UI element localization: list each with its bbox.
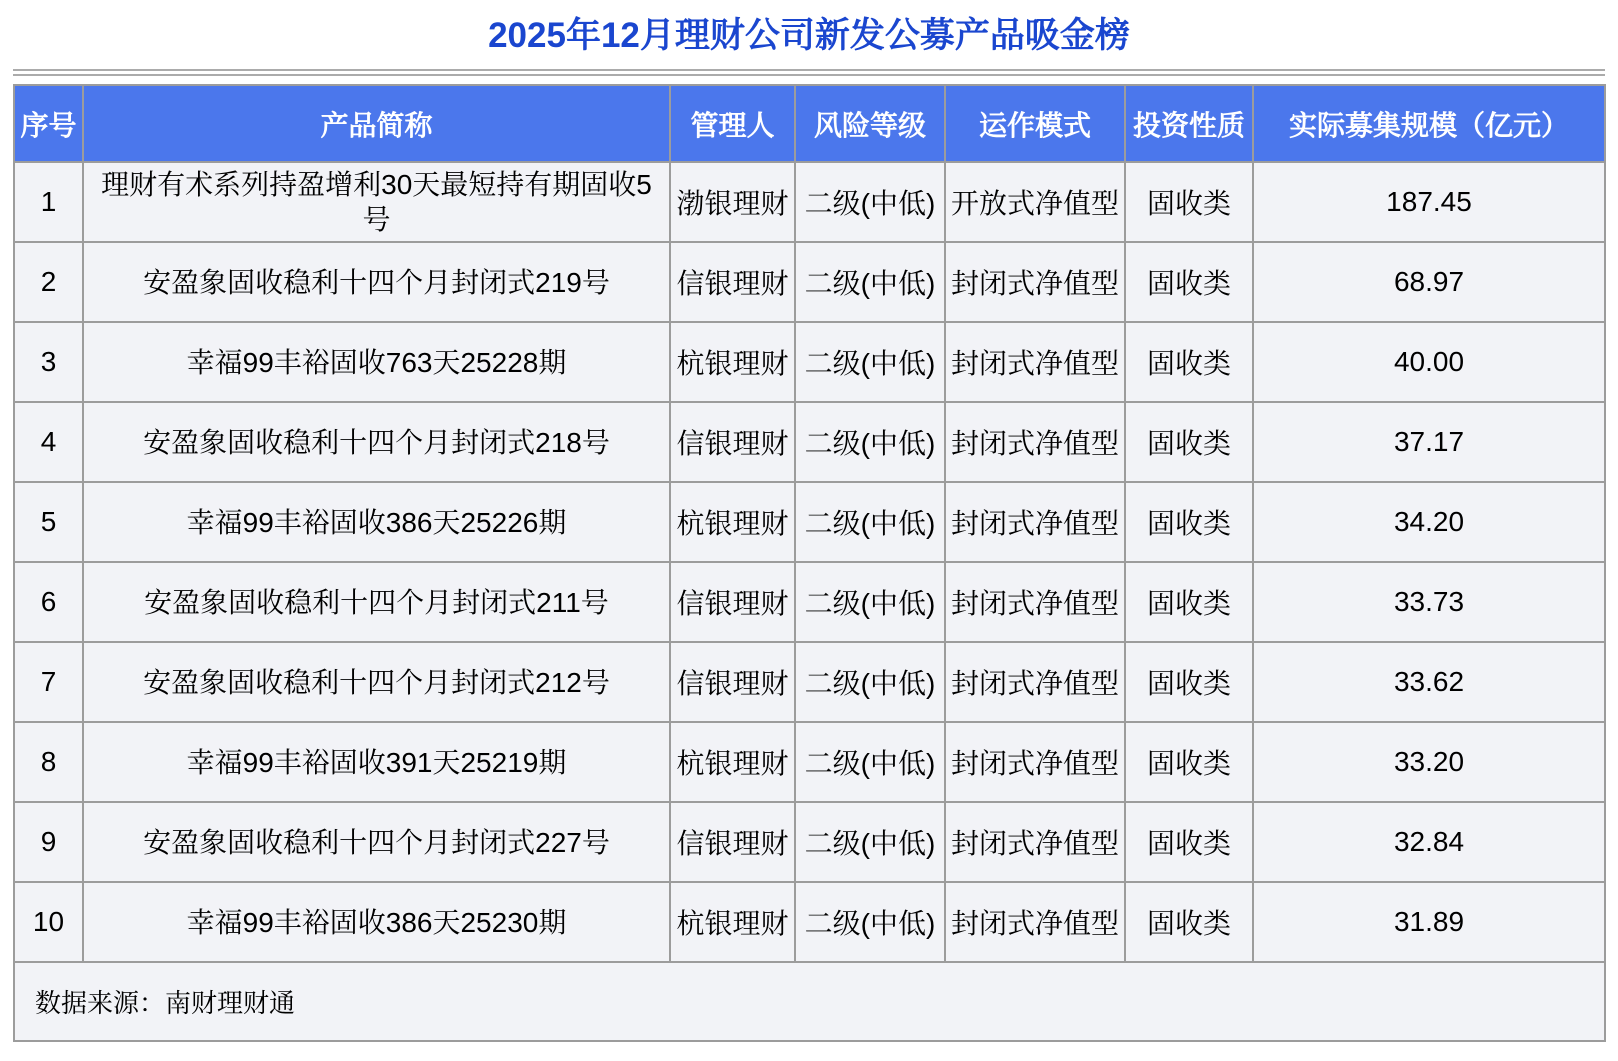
data-source-note: 数据来源：南财理财通 <box>14 962 1605 1041</box>
product-cell: 安盈象固收稳利十四个月封闭式227号 <box>83 802 670 882</box>
mode-cell: 封闭式净值型 <box>945 482 1125 562</box>
product-cell: 幸福99丰裕固收386天25226期 <box>83 482 670 562</box>
manager-cell: 杭银理财 <box>670 722 795 802</box>
table-row <box>14 402 1605 482</box>
product-cell: 理财有术系列持盈增利30天最短持有期固收5号 <box>83 162 670 242</box>
page-title: 2025年12月理财公司新发公募产品吸金榜 <box>488 16 1130 55</box>
rank-cell: 3 <box>14 322 83 402</box>
mode-cell: 封闭式净值型 <box>945 642 1125 722</box>
nature-cell: 固收类 <box>1125 562 1253 642</box>
table-row <box>14 482 1605 562</box>
manager-cell: 信银理财 <box>670 402 795 482</box>
nature-cell: 固收类 <box>1125 402 1253 482</box>
mode-cell: 封闭式净值型 <box>945 562 1125 642</box>
rank-cell: 1 <box>14 162 83 242</box>
title-divider <box>13 69 1605 76</box>
column-header-manager: 管理人 <box>670 85 795 162</box>
rank-cell: 7 <box>14 642 83 722</box>
scale-cell: 34.20 <box>1253 482 1605 562</box>
mode-cell: 封闭式净值型 <box>945 882 1125 962</box>
rank-cell: 5 <box>14 482 83 562</box>
scale-cell: 33.20 <box>1253 722 1605 802</box>
mode-cell: 封闭式净值型 <box>945 322 1125 402</box>
risk-cell: 二级(中低) <box>795 562 945 642</box>
table-row <box>14 162 1605 242</box>
manager-cell: 信银理财 <box>670 642 795 722</box>
risk-cell: 二级(中低) <box>795 722 945 802</box>
ranking-table <box>13 84 1606 1042</box>
column-header-scale: 实际募集规模（亿元） <box>1253 85 1605 162</box>
rank-cell: 10 <box>14 882 83 962</box>
risk-cell: 二级(中低) <box>795 242 945 322</box>
footer-row <box>14 962 1605 1041</box>
mode-cell: 封闭式净值型 <box>945 402 1125 482</box>
mode-cell: 封闭式净值型 <box>945 722 1125 802</box>
risk-cell: 二级(中低) <box>795 482 945 562</box>
column-header-mode: 运作模式 <box>945 85 1125 162</box>
rank-cell: 9 <box>14 802 83 882</box>
manager-cell: 杭银理财 <box>670 882 795 962</box>
column-header-risk: 风险等级 <box>795 85 945 162</box>
nature-cell: 固收类 <box>1125 322 1253 402</box>
manager-cell: 杭银理财 <box>670 482 795 562</box>
product-cell: 幸福99丰裕固收763天25228期 <box>83 322 670 402</box>
manager-cell: 杭银理财 <box>670 322 795 402</box>
risk-cell: 二级(中低) <box>795 162 945 242</box>
nature-cell: 固收类 <box>1125 882 1253 962</box>
nature-cell: 固收类 <box>1125 642 1253 722</box>
column-header-nature: 投资性质 <box>1125 85 1253 162</box>
table-row <box>14 882 1605 962</box>
mode-cell: 开放式净值型 <box>945 162 1125 242</box>
manager-cell: 信银理财 <box>670 562 795 642</box>
product-cell: 安盈象固收稳利十四个月封闭式219号 <box>83 242 670 322</box>
risk-cell: 二级(中低) <box>795 642 945 722</box>
nature-cell: 固收类 <box>1125 722 1253 802</box>
mode-cell: 封闭式净值型 <box>945 242 1125 322</box>
rank-cell: 2 <box>14 242 83 322</box>
scale-cell: 37.17 <box>1253 402 1605 482</box>
mode-cell: 封闭式净值型 <box>945 802 1125 882</box>
nature-cell: 固收类 <box>1125 162 1253 242</box>
risk-cell: 二级(中低) <box>795 402 945 482</box>
table-row <box>14 322 1605 402</box>
scale-cell: 68.97 <box>1253 242 1605 322</box>
rank-cell: 6 <box>14 562 83 642</box>
header-row <box>14 85 1605 162</box>
product-cell: 幸福99丰裕固收391天25219期 <box>83 722 670 802</box>
manager-cell: 信银理财 <box>670 802 795 882</box>
manager-cell: 渤银理财 <box>670 162 795 242</box>
product-cell: 安盈象固收稳利十四个月封闭式218号 <box>83 402 670 482</box>
table-body <box>14 162 1605 962</box>
nature-cell: 固收类 <box>1125 242 1253 322</box>
rank-cell: 4 <box>14 402 83 482</box>
product-cell: 安盈象固收稳利十四个月封闭式211号 <box>83 562 670 642</box>
column-header-rank: 序号 <box>14 85 83 162</box>
risk-cell: 二级(中低) <box>795 882 945 962</box>
table-row <box>14 722 1605 802</box>
scale-cell: 33.73 <box>1253 562 1605 642</box>
rank-cell: 8 <box>14 722 83 802</box>
product-cell: 幸福99丰裕固收386天25230期 <box>83 882 670 962</box>
scale-cell: 32.84 <box>1253 802 1605 882</box>
scale-cell: 31.89 <box>1253 882 1605 962</box>
scale-cell: 33.62 <box>1253 642 1605 722</box>
risk-cell: 二级(中低) <box>795 802 945 882</box>
scale-cell: 187.45 <box>1253 162 1605 242</box>
column-header-product: 产品简称 <box>83 85 670 162</box>
table-row <box>14 242 1605 322</box>
scale-cell: 40.00 <box>1253 322 1605 402</box>
table-row <box>14 562 1605 642</box>
table-row <box>14 802 1605 882</box>
nature-cell: 固收类 <box>1125 482 1253 562</box>
product-cell: 安盈象固收稳利十四个月封闭式212号 <box>83 642 670 722</box>
nature-cell: 固收类 <box>1125 802 1253 882</box>
table-row <box>14 642 1605 722</box>
risk-cell: 二级(中低) <box>795 322 945 402</box>
manager-cell: 信银理财 <box>670 242 795 322</box>
